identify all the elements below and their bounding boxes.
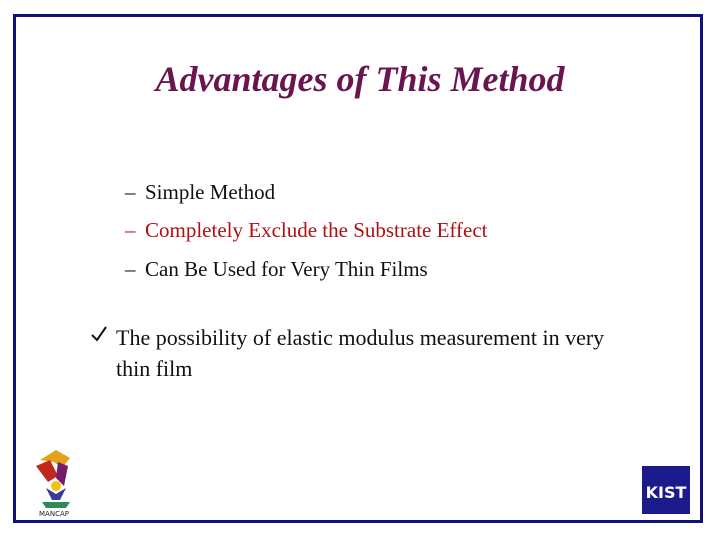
mancap-logo-icon: [26, 448, 82, 518]
dash-bullet: –: [125, 218, 136, 242]
sub-point-text: Can Be Used for Very Thin Films: [145, 257, 428, 281]
sub-point-exclude-substrate: [125, 218, 488, 243]
dash-bullet: –: [125, 180, 136, 204]
kist-logo-icon: [642, 466, 690, 514]
sub-point-simple-method: [125, 180, 275, 205]
checkmark-icon: [90, 322, 110, 353]
slide-title: Advantages of This Method: [155, 59, 565, 99]
check-point-text: The possibility of elastic modulus measurement in very thin film: [116, 325, 605, 381]
svg-text:KIST: KIST: [645, 483, 687, 502]
sub-point-text: Completely Exclude the Substrate Effect: [145, 218, 488, 242]
dash-bullet: –: [125, 257, 136, 281]
svg-text:MANCAP: MANCAP: [39, 510, 69, 518]
sub-point-text: Simple Method: [145, 180, 276, 204]
check-point: [90, 322, 630, 384]
sub-point-thin-films: [125, 257, 428, 282]
